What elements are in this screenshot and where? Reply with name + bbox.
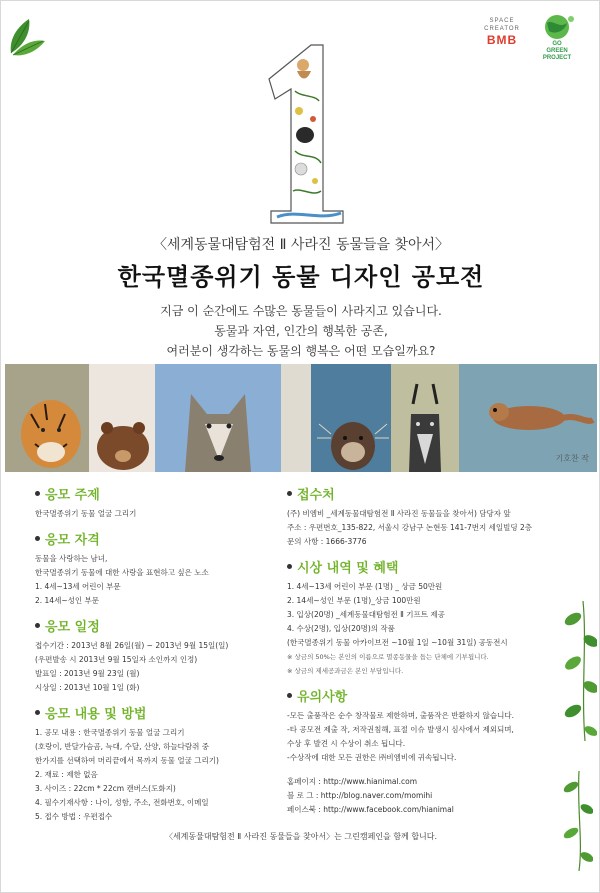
section-topic <box>35 484 285 521</box>
otter-illustration <box>311 364 391 472</box>
globe-icon <box>537 13 577 41</box>
section-line: (주) 비엠비 _세계동물대탐험전 Ⅱ 사라진 동물들을 찾아서) 담당자 앞 <box>287 509 511 518</box>
intro-line: 지금 이 순간에도 수많은 동물들이 사라지고 있습니다. <box>160 304 442 318</box>
section-note: ※ 상금의 50%는 본인의 이름으로 멸종동물을 돕는 단체에 기부됩니다. <box>287 653 489 661</box>
section-line: 2. 14세~성인 부문 <box>35 596 99 605</box>
section-line: 한국멸종위기 동물 얼굴 그리기 <box>35 509 137 518</box>
tiger-panel <box>5 364 89 472</box>
bullet-icon <box>287 491 292 496</box>
facebook-link[interactable]: 페이스북 : http://www.facebook.com/hianimal <box>287 805 454 814</box>
section-heading <box>35 529 285 548</box>
section-line: 4. 필수기재사항 : 나이, 성함, 주소, 전화번호, 이메일 <box>35 798 209 807</box>
section-heading-text: 응모 내용 및 방법 <box>45 707 147 722</box>
bullet-icon <box>287 693 292 698</box>
section-line: 발표일 : 2013년 9월 23일 (월) <box>35 669 140 678</box>
section-line: (호랑이, 반달가슴곰, 늑대, 수달, 산양, 하늘다람쥐 중 <box>35 742 210 751</box>
section-line: 3. 사이즈 : 22cm * 22cm 캔버스(도화지) <box>35 784 176 793</box>
section-line: (한국멸종위기 동물 아카이브전 ~10월 1일 ~10월 31일) 공동전시 <box>287 638 508 647</box>
section-notice <box>287 686 587 817</box>
bullet-icon <box>35 536 40 541</box>
section-line: 주소 : 우편번호_135-822, 서울시 강남구 논현동 141-7번지 세일빌딩 2층 <box>287 523 533 532</box>
section-line: -모든 출품작은 순수 창작물로 제한하며, 출품작은 반환하지 않습니다. <box>287 711 515 720</box>
section-heading <box>35 484 285 503</box>
section-note: ※ 상금의 제세공과금은 본인 부담입니다. <box>287 667 404 675</box>
section-line: 2. 재료 : 제한 없음 <box>35 770 98 779</box>
section-line: 1. 공모 내용 : 한국멸종위기 동물 얼굴 그리기 <box>35 728 185 737</box>
blog-link[interactable]: 블 로 그 : http://blog.naver.com/momihi <box>287 791 433 800</box>
section-awards <box>287 557 587 678</box>
numeral-one-illustration <box>241 41 361 226</box>
section-line: 1. 4세~13세 어린이 부문 (1명) _ 상금 50만원 <box>287 582 443 591</box>
bear-panel <box>89 364 155 472</box>
section-line: 시상일 : 2013년 10월 1일 (화) <box>35 683 140 692</box>
intro-line: 동물과 자연, 인간의 행복한 공존, <box>214 324 388 338</box>
panel-bg <box>281 364 311 472</box>
wolf-illustration <box>155 364 281 472</box>
bullet-icon <box>35 710 40 715</box>
event-subtitle: 〈세계동물대탐험전 Ⅱ 사라진 동물들을 찾아서〉 <box>152 237 450 253</box>
section-line: -타 공모전 제출 작, 저작권침해, 표절 이슈 발생시 심사에서 제외되며, <box>287 725 514 734</box>
flying-squirrel-panel <box>459 364 597 472</box>
section-line: 한가지를 선택하여 머리끝에서 목까지 동물 얼굴 그리기) <box>35 756 219 765</box>
footer-note: 〈세계동물대탐험전 Ⅱ 사라진 동물들을 찾아서〉는 그린캠페인을 함께 합니다. <box>164 832 438 841</box>
space-creator-logo <box>479 17 525 47</box>
go-green-logo <box>533 13 581 63</box>
section-line: 문의 사항 : 1666-3776 <box>287 537 367 546</box>
page-title: 한국멸종위기 동물 디자인 공모전 <box>117 263 485 291</box>
logo-text: GREEN PROJECT <box>542 48 572 61</box>
section-line: (우편발송 시 2013년 9월 15일자 소인까지 인정) <box>35 655 198 664</box>
section-heading-text: 시상 내역 및 혜택 <box>297 561 399 576</box>
section-line: 접수기간 : 2013년 8월 26일(월) ~ 2013년 9월 15일(일) <box>35 641 229 650</box>
section-eligibility <box>35 529 285 608</box>
section-heading <box>35 703 285 722</box>
logo-text: CREATOR <box>484 26 520 32</box>
intro-text <box>1 301 600 361</box>
section-heading-text: 응모 자격 <box>45 533 100 548</box>
section-line: 한국멸종위기 동물에 대한 사랑을 표현하고 싶은 노소 <box>35 568 209 577</box>
wolf-panel <box>155 364 281 472</box>
artist-credit: 기호찬 작 <box>555 454 589 463</box>
section-heading-text: 유의사항 <box>297 690 348 705</box>
bullet-icon <box>287 564 292 569</box>
section-heading-text: 응모 주제 <box>45 488 100 503</box>
section-line: 수상 후 발견 시 수상이 취소 됩니다. <box>287 739 406 748</box>
section-line: 4. 수상(2명), 입상(20명)의 작품 <box>287 624 395 633</box>
intro-line: 여러분이 생각하는 동물의 행복은 어떤 모습일까요? <box>166 344 436 358</box>
section-line: 2. 14세~성인 부문 (1명)_상금 100만원 <box>287 596 421 605</box>
homepage-link[interactable]: 홈페이지 : http://www.hianimal.com <box>287 777 418 786</box>
section-heading <box>287 686 587 705</box>
section-line: 동물을 사랑하는 남녀, <box>35 554 108 563</box>
section-line: 1. 4세~13세 어린이 부문 <box>35 582 121 591</box>
otter-panel <box>311 364 391 472</box>
leaf-icon <box>3 13 47 61</box>
section-method <box>35 703 285 824</box>
section-line: 3. 입상(20명) _세계동물대탐험전 Ⅱ 기프트 제공 <box>287 610 445 619</box>
goat-panel <box>391 364 459 472</box>
section-submission <box>287 484 587 549</box>
section-heading <box>35 616 285 635</box>
animal-illustration-band <box>5 364 597 472</box>
blank-panel <box>281 364 311 472</box>
section-heading <box>287 484 587 503</box>
bullet-icon <box>35 623 40 628</box>
logo-text: SPACE <box>489 18 515 24</box>
goral-illustration <box>391 364 459 472</box>
logo-text: GO <box>552 41 562 47</box>
section-schedule <box>35 616 285 695</box>
section-heading-text: 응모 일정 <box>45 620 100 635</box>
bear-illustration <box>89 364 155 472</box>
section-heading <box>287 557 587 576</box>
section-heading-text: 접수처 <box>297 488 335 503</box>
section-line: -수상작에 대한 모든 권한은 ㈜비엠비에 귀속됩니다. <box>287 753 457 762</box>
section-line: 5. 접수 방법 : 우편접수 <box>35 812 113 821</box>
info-column-left <box>35 484 285 832</box>
logo-text: BMB <box>486 33 518 47</box>
tiger-illustration <box>5 364 89 472</box>
bullet-icon <box>35 491 40 496</box>
info-column-right <box>287 484 587 825</box>
